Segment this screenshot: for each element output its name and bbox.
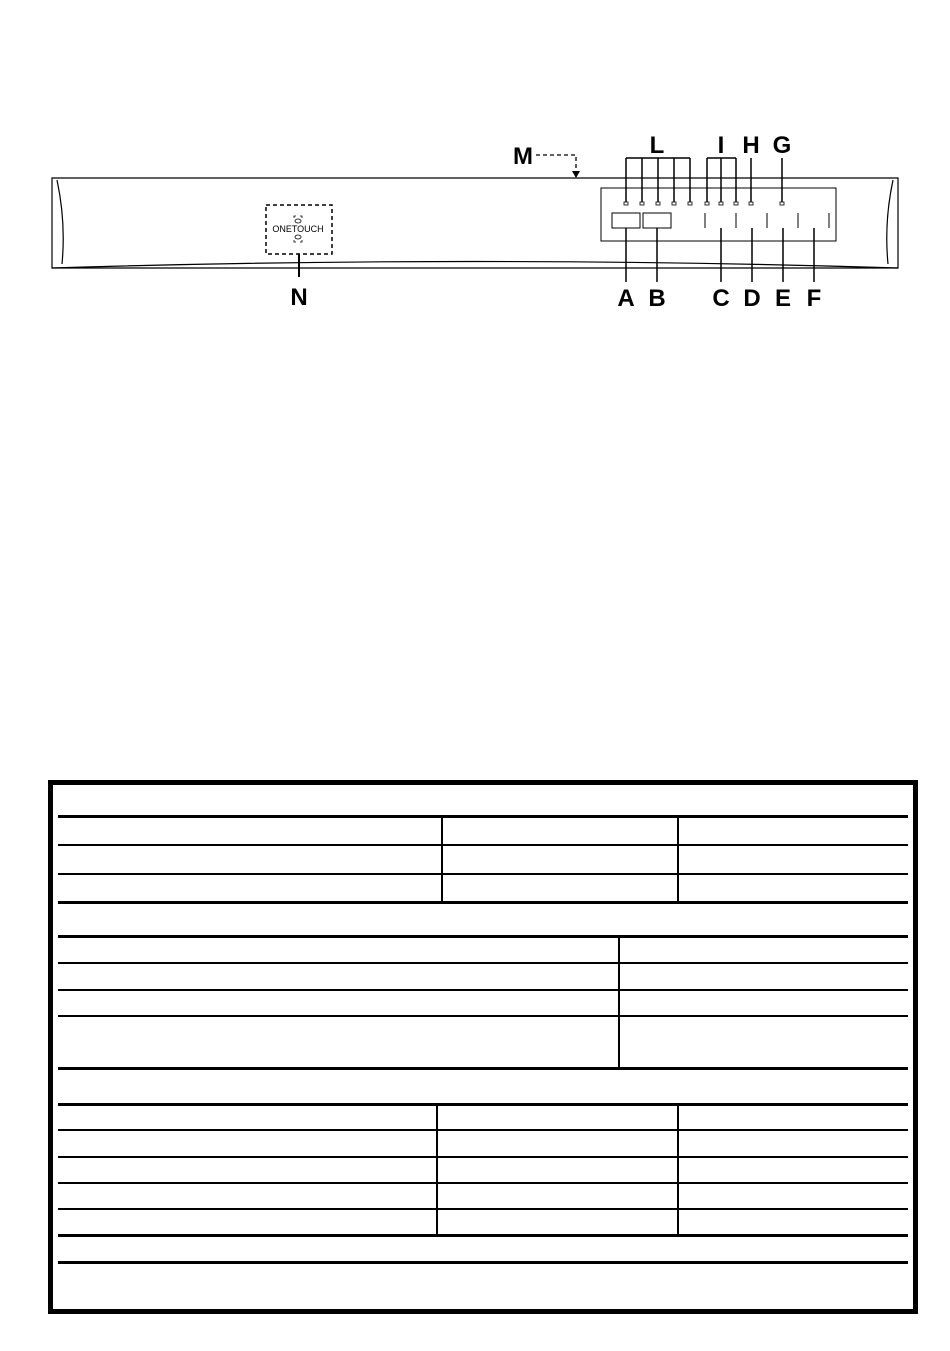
table-hline — [58, 1261, 908, 1264]
table-vline — [436, 1106, 438, 1234]
callout-B: B — [648, 285, 666, 312]
callout-E: E — [774, 285, 792, 312]
table-hline — [58, 1208, 908, 1210]
callout-G: G — [772, 132, 792, 159]
table-hline — [58, 935, 908, 938]
table-hline — [58, 815, 908, 818]
table-hline — [58, 844, 908, 846]
table-vline — [677, 818, 679, 901]
table-hline — [58, 962, 908, 964]
table-vline — [618, 938, 620, 1067]
table-hline — [58, 1156, 908, 1158]
table-vline — [677, 1106, 679, 1234]
callout-H: H — [742, 132, 760, 159]
onetouch-logo-text: ONETOUCH — [272, 224, 324, 234]
onetouch-zone — [266, 205, 332, 311]
table-hline — [58, 901, 908, 904]
callout-D: D — [743, 285, 761, 312]
button-B — [643, 213, 671, 228]
control-panel — [52, 178, 898, 268]
callout-I: I — [717, 132, 725, 159]
callout-M: M — [513, 143, 533, 170]
table-hline — [58, 1067, 908, 1070]
button-panel — [601, 188, 836, 241]
spec-table — [48, 780, 918, 1314]
callout-N: N — [290, 284, 308, 311]
touch-icon-top — [294, 216, 302, 223]
touch-icon-bottom — [294, 235, 302, 242]
indicator-leds — [624, 202, 784, 205]
control-panel-diagram — [0, 0, 950, 340]
bracket-L — [626, 158, 690, 202]
table-hline — [58, 1182, 908, 1184]
table-hline — [58, 1015, 908, 1017]
table-hline — [58, 1103, 908, 1106]
button-A — [612, 213, 640, 228]
table-hline — [58, 989, 908, 991]
callout-A: A — [617, 285, 635, 312]
table-hline — [58, 873, 908, 875]
callout-F: F — [806, 285, 822, 312]
callout-C: C — [712, 285, 730, 312]
table-vline — [441, 818, 443, 901]
table-hline — [58, 1129, 908, 1131]
bracket-I — [707, 158, 736, 202]
bottom-leaders — [626, 228, 814, 282]
callout-L: L — [649, 132, 665, 159]
table-hline — [58, 1234, 908, 1237]
arrow-M — [536, 155, 580, 178]
